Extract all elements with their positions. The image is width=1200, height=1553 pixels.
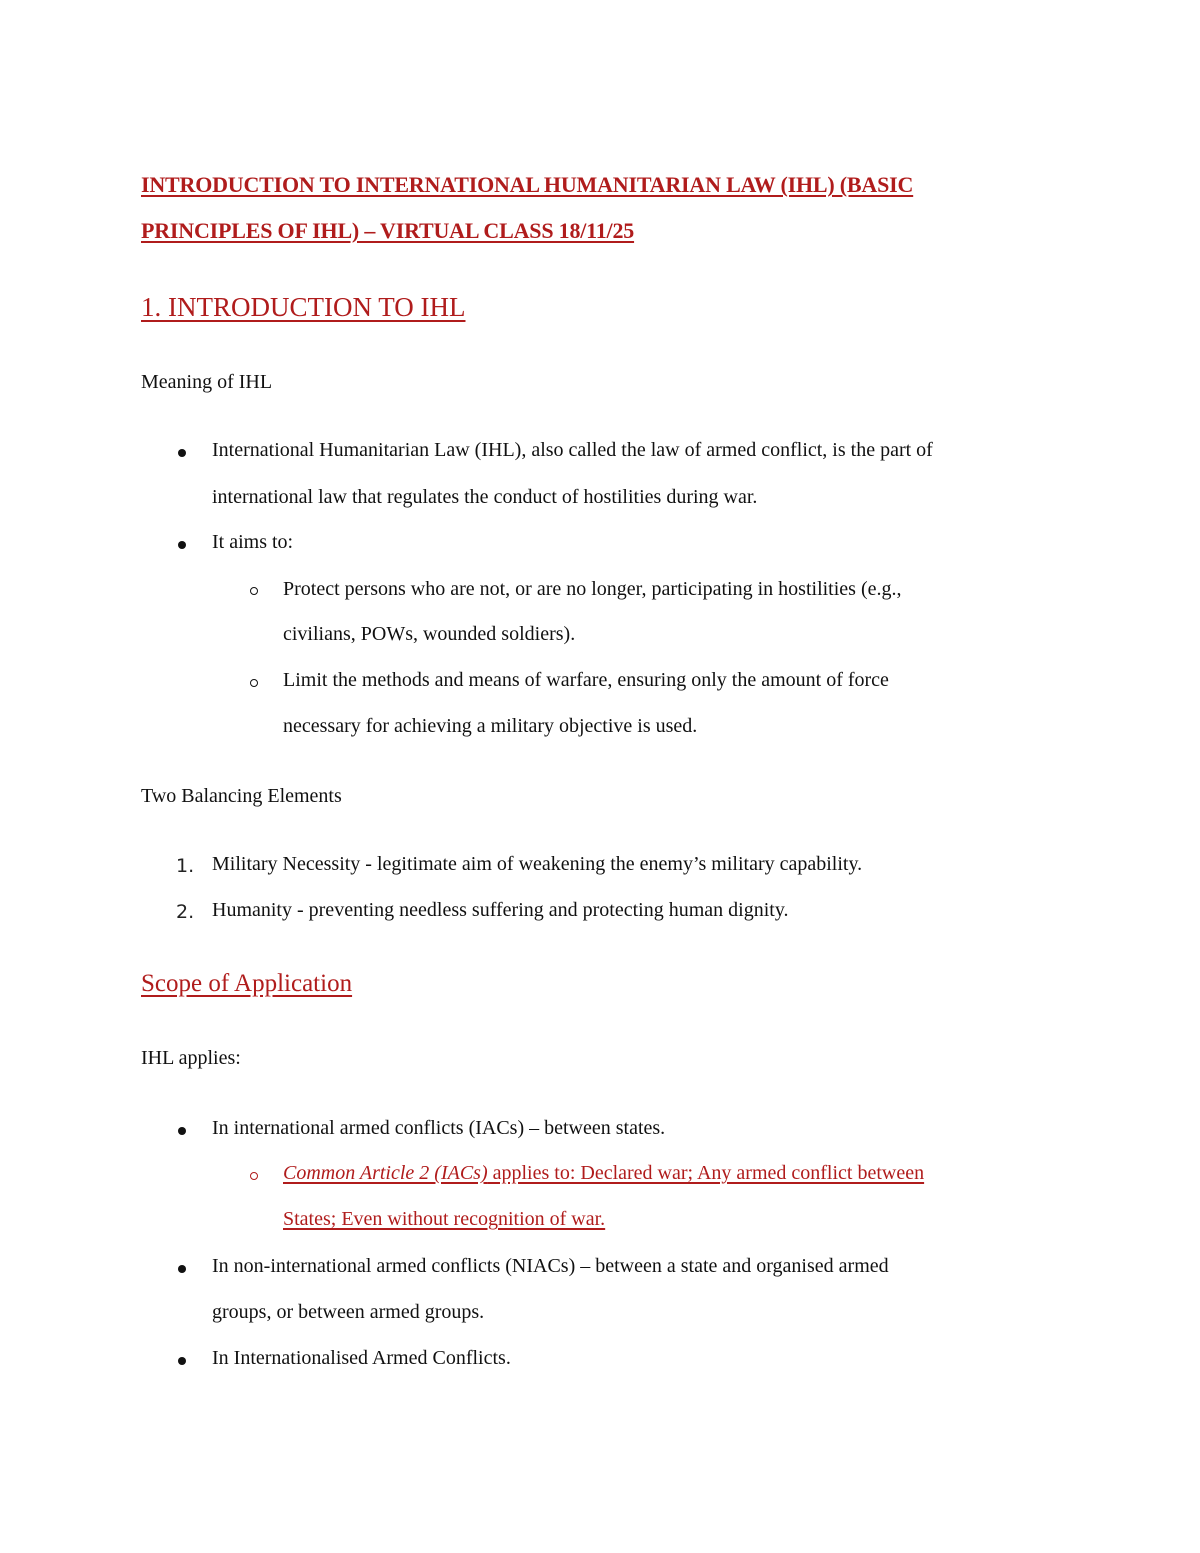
balancing-label: Two Balancing Elements xyxy=(141,785,342,807)
list-number: 2. xyxy=(176,901,195,923)
section-heading-scope: Scope of Application xyxy=(141,970,353,997)
sub-bullet-limit-line-1: Limit the methods and means of warfare, ensuring only the amount of force xyxy=(283,669,889,691)
bullet-dot xyxy=(178,1265,186,1273)
section-heading-introduction: 1. INTRODUCTION TO IHL xyxy=(141,292,466,322)
bullet-ihl-definition-line-2: international law that regulates the conduct of hostilities during war. xyxy=(212,486,758,508)
sub-bullet-circle xyxy=(250,1172,258,1180)
sub-bullet-protect-line-2: civilians, POWs, wounded soldiers). xyxy=(283,623,576,645)
document-title-line-2: PRINCIPLES OF IHL) – VIRTUAL CLASS 18/11/25 xyxy=(141,218,635,243)
document-title-line-1: INTRODUCTION TO INTERNATIONAL HUMANITARIAN LAW (IHL) (BASIC xyxy=(141,172,914,197)
bullet-ihl-definition-line-1: International Humanitarian Law (IHL), also called the law of armed conflict, is the part of xyxy=(212,439,933,461)
ihl-applies-label: IHL applies: xyxy=(141,1047,241,1069)
numbered-item-humanity: Humanity - preventing needless suffering and protecting human dignity. xyxy=(212,899,789,921)
common-article-2-line-1 xyxy=(283,1162,924,1185)
bullet-dot xyxy=(178,541,186,549)
sub-bullet-circle xyxy=(250,587,258,595)
bullet-dot xyxy=(178,1127,186,1135)
common-article-2-line-2: States; Even without recognition of war. xyxy=(283,1208,606,1230)
sub-bullet-protect-line-1: Protect persons who are not, or are no longer, participating in hostilities (e.g., xyxy=(283,578,902,600)
sub-bullet-circle xyxy=(250,679,258,687)
sub-bullet-limit-line-2: necessary for achieving a military objective is used. xyxy=(283,715,698,737)
bullet-aims: It aims to: xyxy=(212,531,294,553)
bullet-niacs-line-1: In non-international armed conflicts (NIACs) – between a state and organised armed xyxy=(212,1255,889,1277)
bullet-dot xyxy=(178,449,186,457)
common-article-2-text: applies to: Declared war; Any armed conflict between xyxy=(487,1162,925,1184)
list-number: 1. xyxy=(176,855,195,877)
bullet-niacs-line-2: groups, or between armed groups. xyxy=(212,1301,485,1323)
meaning-label: Meaning of IHL xyxy=(141,371,273,393)
bullet-iacs: In international armed conflicts (IACs) – between states. xyxy=(212,1117,666,1139)
bullet-dot xyxy=(178,1357,186,1365)
numbered-item-military-necessity: Military Necessity - legitimate aim of weakening the enemy’s military capability. xyxy=(212,853,863,875)
common-article-2-reference: Common Article 2 (IACs) xyxy=(283,1162,488,1184)
bullet-internationalised: In Internationalised Armed Conflicts. xyxy=(212,1347,511,1369)
